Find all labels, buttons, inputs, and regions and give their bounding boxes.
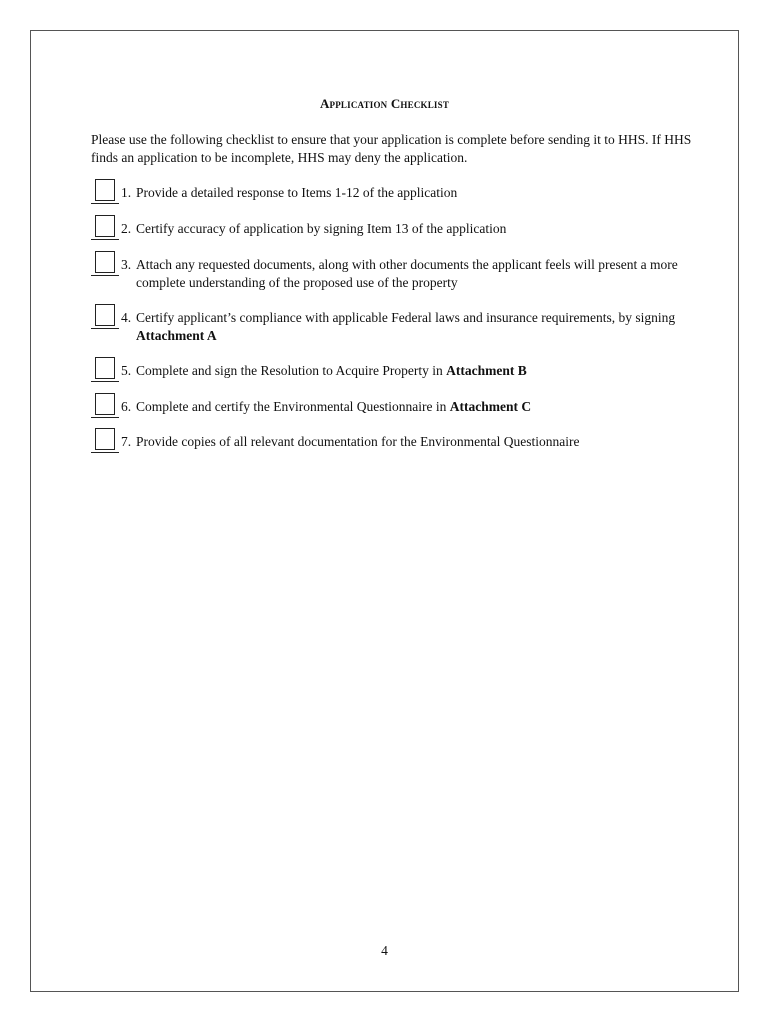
- checkbox-underline: [91, 328, 119, 329]
- checkbox-icon[interactable]: [95, 304, 115, 326]
- checkbox-1[interactable]: [91, 184, 121, 206]
- document-page: [30, 30, 739, 992]
- item-number: 6.: [121, 399, 132, 414]
- item-text: Certify accuracy of application by signing Item 13 of the application: [136, 221, 507, 236]
- item-text: Certify applicant’s compliance with applicable Federal laws and insurance requirements, by signing Attachment A: [136, 310, 676, 343]
- item-number: 7.: [121, 434, 132, 449]
- page-title: Application Checklist: [319, 96, 450, 111]
- item-text: Complete and certify the Environmental Questionnaire in Attachment C: [136, 399, 532, 414]
- checkbox-underline: [91, 452, 119, 453]
- checkbox-underline: [91, 203, 119, 204]
- checkbox-4[interactable]: [91, 309, 121, 331]
- checkbox-6[interactable]: [91, 398, 121, 420]
- item-number: 5.: [121, 363, 132, 378]
- checkbox-icon[interactable]: [95, 215, 115, 237]
- item-text: Provide copies of all relevant documentation for the Environmental Questionnaire: [136, 434, 580, 449]
- item-text: Attach any requested documents, along with other documents the applicant feels will present a more complete understanding of the proposed use of the property: [136, 257, 678, 290]
- checkbox-7[interactable]: [91, 433, 121, 455]
- item-number: 4.: [121, 310, 132, 325]
- checkbox-icon[interactable]: [95, 393, 115, 415]
- checkbox-3[interactable]: [91, 256, 121, 278]
- checkbox-underline: [91, 275, 119, 276]
- item-text: Complete and sign the Resolution to Acquire Property in Attachment B: [136, 363, 527, 378]
- item-number: 2.: [121, 221, 132, 236]
- item-text: Provide a detailed response to Items 1-12 of the application: [136, 185, 458, 200]
- page-number: 4: [381, 943, 388, 958]
- checkbox-5[interactable]: [91, 362, 121, 384]
- intro-paragraph: Please use the following checklist to ensure that your application is complete before sending it to HHS. If HHS finds an application to be incomplete, HHS may deny the application.: [91, 132, 692, 165]
- checkbox-underline: [91, 381, 119, 382]
- item-number: 1.: [121, 185, 132, 200]
- checkbox-icon[interactable]: [95, 357, 115, 379]
- checkbox-icon[interactable]: [95, 251, 115, 273]
- item-number: 3.: [121, 257, 132, 272]
- checkbox-icon[interactable]: [95, 179, 115, 201]
- checkbox-2[interactable]: [91, 220, 121, 242]
- checkbox-underline: [91, 417, 119, 418]
- checkbox-underline: [91, 239, 119, 240]
- checkbox-icon[interactable]: [95, 428, 115, 450]
